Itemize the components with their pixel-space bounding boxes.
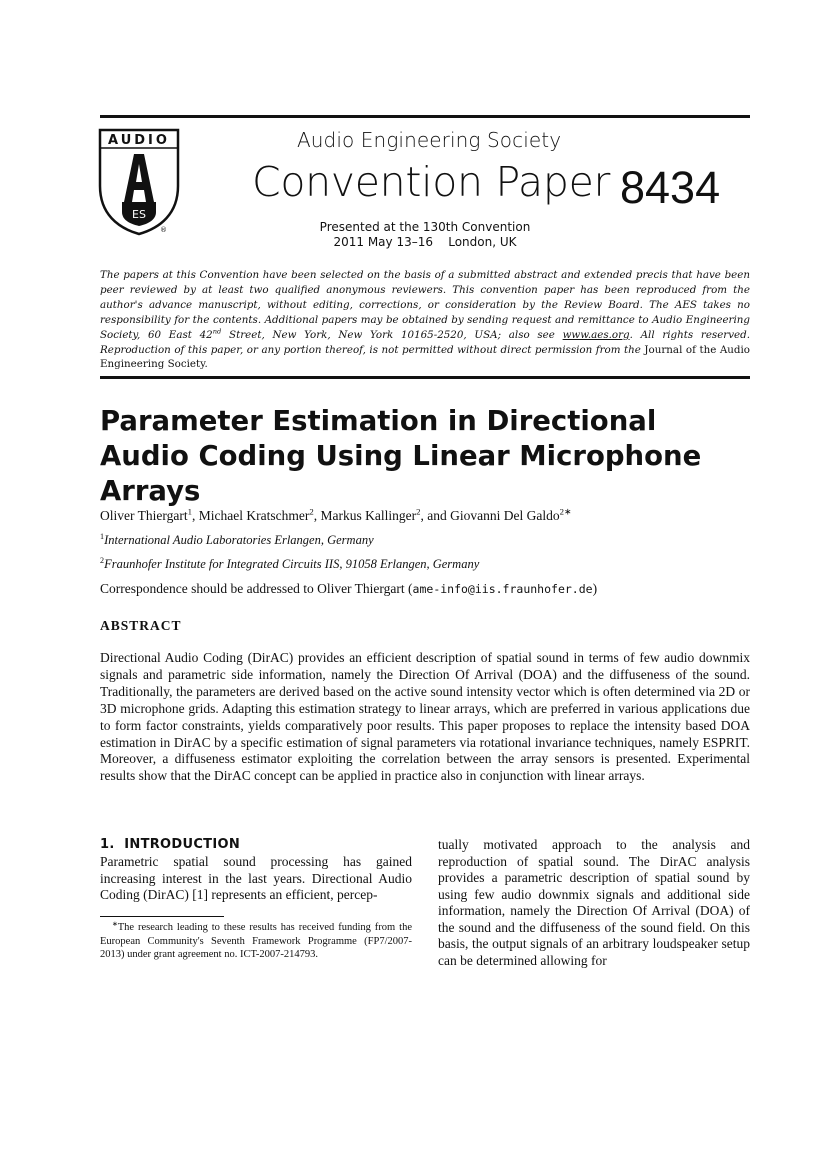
author-affiliation-mark: 2 — [416, 506, 421, 517]
disclaimer-text: The papers at this Convention have been selected on the basis of a submitted abstract and extended precis that have been peer reviewed by at least two qualified anonymous reviewers. This convention paper has been reproduced from the author's advance manuscript, without editing, corrections, or consideration by the Review Board. The AES takes no responsibility for the contents. Additional papers may be obtained by sending request and remittance to Audio Engineering Society, 60 East 42 — [100, 269, 750, 341]
registered-mark: ® — [160, 226, 167, 234]
affiliation-text: International Audio Laboratories Erlangen, Germany — [104, 533, 374, 547]
aes-website-link[interactable]: www.aes.org — [562, 328, 630, 341]
disclaimer-journal: Journal of the Audio Engineering Society. — [100, 343, 750, 371]
correspondence — [100, 581, 597, 597]
correspondence-text: Correspondence should be addressed to Oliver Thiergart ( — [100, 581, 413, 596]
affiliation-1 — [100, 533, 374, 548]
author-name: Oliver Thiergart — [100, 508, 188, 523]
logo-badge-text: ES — [132, 208, 146, 221]
convention-info — [300, 220, 550, 250]
disclaimer-text-end: . All rights reserved. Reproduction of this paper, or any portion thereof, is not permitted without direct permission from the — [100, 328, 750, 356]
header-top-rule — [100, 115, 750, 118]
intro-right-column: tually motivated approach to the analysis and reproduction of spatial sound. The DirAC analysis provides a parametric description of spatial sound by using few audio downmix signals and additional side information, namely the Direction Of Arrival (DOA) of the sound and the diffuseness of the sound field. On this basis, the output signals of an arbitrary loudspeaker setup can be determined allowing for — [438, 837, 750, 968]
author-list — [100, 508, 571, 524]
society-name: Audio Engineering Society — [297, 128, 562, 152]
presented-line: Presented at the 130th Convention — [319, 220, 531, 234]
footnote-mark: ∗ — [112, 920, 118, 928]
author-name: Giovanni Del Galdo — [450, 508, 560, 523]
document-type: Convention Paper — [252, 158, 611, 206]
footnote-rule — [100, 916, 224, 917]
date-location-line: 2011 May 13–16 London, UK — [333, 235, 517, 249]
footnote — [100, 921, 412, 962]
author-separator: , — [313, 508, 321, 523]
correspondence-close: ) — [592, 581, 598, 596]
correspondence-email[interactable]: ame-info@iis.fraunhofer.de — [412, 582, 593, 596]
author-affiliation-mark: 1 — [187, 506, 192, 517]
section-number: 1. — [100, 837, 115, 852]
disclaimer-superscript: nd — [212, 327, 222, 336]
affiliation-2 — [100, 557, 479, 572]
author-separator: , — [192, 508, 199, 523]
abstract-heading: ABSTRACT — [100, 618, 182, 633]
affiliation-text: Fraunhofer Institute for Integrated Circuits IIS, 91058 Erlangen, Germany — [104, 557, 480, 571]
paper-title: Parameter Estimation in Directional Audio Coding Using Linear Microphone Arrays — [100, 405, 702, 507]
affiliation-mark: 2 — [100, 555, 105, 565]
disclaimer — [100, 268, 750, 372]
logo-top-text: AUDIO — [108, 133, 170, 148]
author-name: Markus Kallinger — [320, 508, 417, 523]
author-separator: , and — [420, 508, 451, 523]
footnote-text: The research leading to these results has received funding from the European Community's Seventh Framework Programme (FP7/2007-2013) under grant agreement no. ICT-2007-214793. — [100, 922, 412, 961]
abstract-text: Directional Audio Coding (DirAC) provides an efficient description of spatial sound in terms of few audio downmix signals and parametric side information, namely the Direction Of Arrival (DOA) and the diffuseness of the sound. Traditionally, the parameters are derived based on the active sound intensity vector which is often determined via 2D or 3D microphone grids. Adapting this estimation strategy to linear arrays, which are preferred in various applications due to form factor constraints, yields comparatively poor results. This paper proposes to replace the intensity based DOA estimation in DirAC by a specific estimation of signal parameters via rotational invariance techniques, namely ESPRIT. Moreover, a diffuseness estimator exploiting the correlation between the array sensors is presented. Experimental results show that the DirAC concept can be applied in practice also in conjunction with linear arrays. — [100, 650, 750, 784]
section-heading-introduction — [100, 837, 240, 852]
aes-logo — [98, 128, 180, 236]
intro-left-column: Parametric spatial sound processing has gained increasing interest in the last years. Directional Audio Coding (DirAC) [1] represents an efficient, percep- — [100, 854, 412, 902]
disclaimer-text-cont: Street, New York, New York 10165-2520, USA; also see — [221, 328, 563, 341]
author-affiliation-mark: 2 — [309, 506, 314, 517]
header-bottom-rule — [100, 376, 750, 379]
author-name: Michael Kratschmer — [198, 508, 310, 523]
affiliation-mark: 1 — [100, 531, 105, 541]
section-title: INTRODUCTION — [124, 837, 241, 852]
paper-number: 8434 — [620, 162, 721, 213]
author-affiliation-mark: 2∗ — [559, 506, 572, 517]
